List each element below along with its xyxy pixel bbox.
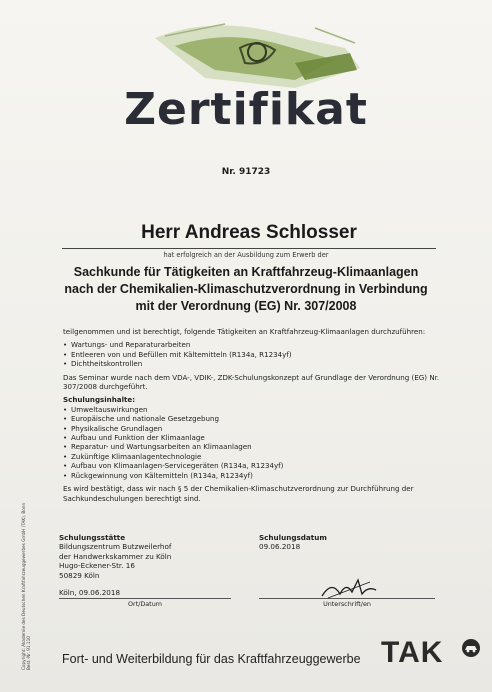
contents-item: • Aufbau von Klimaanlagen-Servicegeräten (R134a, R1234yf) — [63, 461, 448, 470]
place-date-caption: Ort/Datum — [128, 600, 162, 608]
footer-text: Fort- und Weiterbildung für das Kraftfahrzeuggewerbe — [62, 652, 361, 666]
contents-item: • Aufbau und Funktion der Klimaanlage — [63, 433, 448, 442]
place-date-line — [59, 598, 231, 599]
confirmation-text: Es wird bestätigt, dass wir nach § 5 der Chemikalien-Klimaschutzverordnung zur Durchführung der Sachkundeschulungen berechtigt sind. — [63, 484, 414, 503]
recipient-name: Herr Andreas Schlosser — [141, 222, 357, 243]
task-item: • Wartungs- und Reparaturarbeiten — [63, 340, 448, 349]
certificate-number: Nr. 91723 — [221, 167, 271, 177]
contents-item: • Physikalische Grundlagen — [63, 424, 448, 433]
copyright-line: Best.-Nr. 91.110 — [26, 636, 32, 670]
subtitle: hat erfolgreich an der Ausbildung zum Erwerb der — [163, 251, 329, 259]
task-item: • Entleeren von und Befüllen mit Kältemitteln (R134a, R1234yf) — [63, 350, 448, 359]
contents-item: • Zukünftige Klimaanlagentechnologie — [63, 452, 448, 461]
copyright-notice — [21, 500, 31, 670]
contents-list — [63, 405, 448, 480]
venue-line: 50829 Köln — [59, 570, 100, 580]
headline-line: Sachkunde für Tätigkeiten an Kraftfahrzeug-Klimaanlagen — [73, 265, 419, 279]
tak-logo: TAK — [381, 636, 444, 669]
seminar-text: Das Seminar wurde nach dem VDA-, VDIK-, ZDK-Schulungskonzept auf Grundlage der Verordnung (EG) Nr. 307/2008 durchgeführt. — [63, 372, 440, 392]
training-date — [259, 533, 327, 552]
name-underline — [62, 248, 436, 249]
signature-image — [318, 576, 378, 600]
car-badge-icon — [461, 638, 481, 658]
venue-line: Bildungszentrum Butzweilerhof — [59, 542, 172, 552]
place-date: Köln, 09.06.2018 — [59, 588, 121, 597]
headline-line: nach der Chemikalien-Klimaschutzverordnung in Verbindung — [64, 282, 428, 296]
headline-line: mit der Verordnung (EG) Nr. 307/2008 — [135, 299, 357, 313]
venue-line: Hugo-Eckener-Str. 16 — [59, 561, 135, 571]
date-label: Schulungsdatum — [259, 533, 327, 542]
certificate-title: Zertifikat — [124, 84, 368, 135]
copyright-line: Copyright: Akademie des Deutschen Kraftfahrzeuggewerbes GmbH (TAK), Bonn — [21, 502, 26, 670]
training-venue — [59, 533, 171, 580]
contents-title: Schulungsinhalte: — [63, 395, 136, 405]
certificate-body — [63, 327, 448, 503]
intro-text: teilgenommen und ist berechtigt, folgende Tätigkeiten an Kraftfahrzeug-Klimaanlagen durchzuführen: — [63, 327, 426, 336]
contents-item: • Rückgewinnung von Kältemitteln (R134a, R1234yf) — [63, 471, 448, 480]
contents-item: • Umweltauswirkungen — [63, 405, 448, 414]
venue-line: der Handwerkskammer zu Köln — [59, 551, 172, 561]
signature-caption: Unterschrift/en — [323, 600, 371, 608]
qualification-headline — [40, 264, 452, 315]
contents-item: • Reparatur- und Wartungsarbeiten an Klimaanlagen — [63, 442, 448, 451]
venue-label: Schulungsstätte — [59, 533, 126, 542]
contents-item: • Europäische und nationale Gesetzgebung — [63, 414, 448, 423]
date-value: 09.06.2018 — [259, 542, 301, 552]
task-item: • Dichtheitskontrollen — [63, 359, 448, 368]
task-list — [63, 340, 448, 368]
